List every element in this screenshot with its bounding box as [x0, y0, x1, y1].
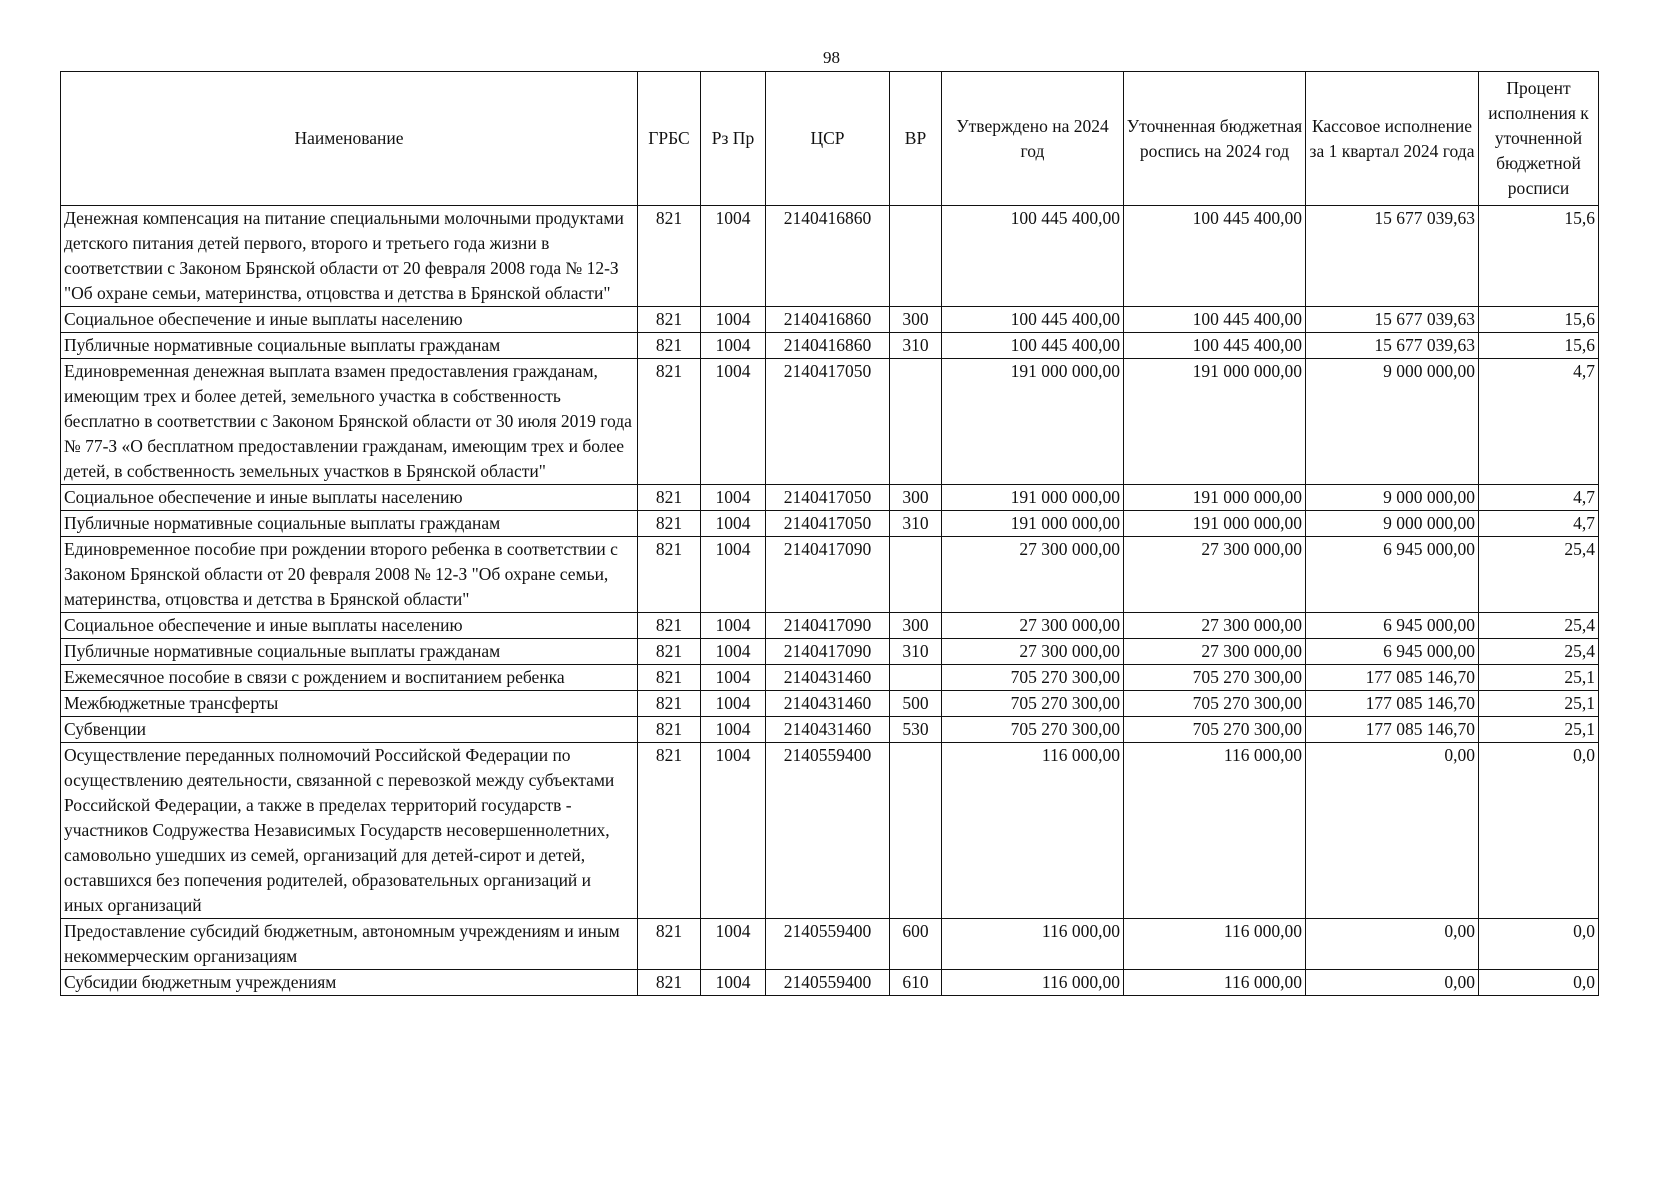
cell-cash: 15 677 039,63 [1306, 206, 1479, 307]
cell-cash: 9 000 000,00 [1306, 485, 1479, 511]
cell-grbs: 821 [638, 307, 701, 333]
table-row [61, 206, 1599, 307]
cell-percent: 25,4 [1479, 537, 1599, 613]
cell-vr [890, 537, 942, 613]
cell-csr: 2140559400 [766, 970, 890, 996]
cell-rzpr: 1004 [701, 743, 766, 919]
cell-grbs: 821 [638, 359, 701, 485]
cell-refined: 116 000,00 [1124, 743, 1306, 919]
cell-cash: 177 085 146,70 [1306, 717, 1479, 743]
header-percent: Процент исполнения к уточненной бюджетной росписи [1479, 72, 1599, 206]
cell-csr: 2140417090 [766, 613, 890, 639]
cell-cash: 15 677 039,63 [1306, 307, 1479, 333]
cell-rzpr: 1004 [701, 613, 766, 639]
cell-csr: 2140416860 [766, 206, 890, 307]
cell-vr: 300 [890, 485, 942, 511]
cell-vr: 600 [890, 919, 942, 970]
cell-percent: 0,0 [1479, 743, 1599, 919]
cell-percent: 25,4 [1479, 639, 1599, 665]
cell-name: Субсидии бюджетным учреждениям [61, 970, 638, 996]
cell-csr: 2140431460 [766, 665, 890, 691]
cell-refined: 27 300 000,00 [1124, 639, 1306, 665]
cell-cash: 0,00 [1306, 919, 1479, 970]
table-row [61, 717, 1599, 743]
cell-approved: 100 445 400,00 [942, 206, 1124, 307]
cell-grbs: 821 [638, 485, 701, 511]
cell-name: Социальное обеспечение и иные выплаты населению [61, 613, 638, 639]
header-csr: ЦСР [766, 72, 890, 206]
cell-approved: 116 000,00 [942, 743, 1124, 919]
cell-grbs: 821 [638, 717, 701, 743]
cell-name: Межбюджетные трансферты [61, 691, 638, 717]
cell-vr: 300 [890, 307, 942, 333]
cell-vr: 610 [890, 970, 942, 996]
cell-percent: 15,6 [1479, 307, 1599, 333]
cell-name: Денежная компенсация на питание специальными молочными продуктами детского питания детей первого, второго и третьего года жизни в соответствии с Законом Брянской области от 20 февраля 2008 года № 12-З "Об охране семьи, материнства, отцовства и детства в Брянской области" [61, 206, 638, 307]
cell-vr: 500 [890, 691, 942, 717]
cell-csr: 2140431460 [766, 691, 890, 717]
header-approved: Утверждено на 2024 год [942, 72, 1124, 206]
header-rzpr: Рз Пр [701, 72, 766, 206]
table-row [61, 743, 1599, 919]
cell-csr: 2140559400 [766, 743, 890, 919]
cell-name: Публичные нормативные социальные выплаты гражданам [61, 639, 638, 665]
cell-name: Единовременное пособие при рождении второго ребенка в соответствии с Законом Брянской области от 20 февраля 2008 № 12-З "Об охране семьи, материнства, отцовства и детства в Брянской области" [61, 537, 638, 613]
cell-refined: 116 000,00 [1124, 970, 1306, 996]
cell-rzpr: 1004 [701, 307, 766, 333]
cell-percent: 4,7 [1479, 485, 1599, 511]
header-refined: Уточненная бюджетная роспись на 2024 год [1124, 72, 1306, 206]
cell-cash: 6 945 000,00 [1306, 537, 1479, 613]
cell-rzpr: 1004 [701, 511, 766, 537]
page-number [0, 48, 1673, 68]
cell-rzpr: 1004 [701, 639, 766, 665]
cell-grbs: 821 [638, 743, 701, 919]
cell-approved: 100 445 400,00 [942, 333, 1124, 359]
header-cash: Кассовое исполнение за 1 квартал 2024 года [1306, 72, 1479, 206]
cell-percent: 0,0 [1479, 970, 1599, 996]
cell-refined: 191 000 000,00 [1124, 511, 1306, 537]
cell-refined: 100 445 400,00 [1124, 333, 1306, 359]
budget-table [60, 71, 1599, 996]
table-row [61, 333, 1599, 359]
table-header-row [61, 72, 1599, 206]
cell-vr: 530 [890, 717, 942, 743]
table-row [61, 613, 1599, 639]
cell-name: Публичные нормативные социальные выплаты гражданам [61, 333, 638, 359]
cell-grbs: 821 [638, 665, 701, 691]
cell-rzpr: 1004 [701, 333, 766, 359]
table-row [61, 511, 1599, 537]
cell-rzpr: 1004 [701, 206, 766, 307]
cell-cash: 177 085 146,70 [1306, 691, 1479, 717]
table-row [61, 537, 1599, 613]
cell-refined: 27 300 000,00 [1124, 537, 1306, 613]
cell-csr: 2140417050 [766, 485, 890, 511]
cell-refined: 116 000,00 [1124, 919, 1306, 970]
cell-approved: 116 000,00 [942, 919, 1124, 970]
cell-vr [890, 743, 942, 919]
cell-grbs: 821 [638, 919, 701, 970]
cell-percent: 15,6 [1479, 206, 1599, 307]
cell-refined: 191 000 000,00 [1124, 359, 1306, 485]
cell-vr [890, 206, 942, 307]
cell-vr [890, 665, 942, 691]
table-row [61, 919, 1599, 970]
cell-cash: 9 000 000,00 [1306, 511, 1479, 537]
cell-rzpr: 1004 [701, 717, 766, 743]
cell-grbs: 821 [638, 511, 701, 537]
cell-approved: 191 000 000,00 [942, 359, 1124, 485]
cell-grbs: 821 [638, 613, 701, 639]
cell-approved: 705 270 300,00 [942, 665, 1124, 691]
cell-refined: 27 300 000,00 [1124, 613, 1306, 639]
cell-approved: 27 300 000,00 [942, 537, 1124, 613]
cell-vr: 310 [890, 511, 942, 537]
cell-refined: 191 000 000,00 [1124, 485, 1306, 511]
cell-approved: 27 300 000,00 [942, 613, 1124, 639]
cell-csr: 2140431460 [766, 717, 890, 743]
table-row [61, 485, 1599, 511]
cell-csr: 2140416860 [766, 333, 890, 359]
table-row [61, 665, 1599, 691]
cell-name: Единовременная денежная выплата взамен предоставления гражданам, имеющим трех и более детей, земельного участка в собственность бесплатно в соответствии с Законом Брянской области от 30 июля 2019 года № 77-З «О бесплатном предоставлении гражданам, имеющим трех и более детей, в собственность земельных участков в Брянской области" [61, 359, 638, 485]
cell-refined: 705 270 300,00 [1124, 717, 1306, 743]
cell-cash: 0,00 [1306, 743, 1479, 919]
cell-percent: 25,1 [1479, 717, 1599, 743]
cell-percent: 0,0 [1479, 919, 1599, 970]
cell-grbs: 821 [638, 333, 701, 359]
table-row [61, 307, 1599, 333]
cell-name: Предоставление субсидий бюджетным, автономным учреждениям и иным некоммерческим организациям [61, 919, 638, 970]
cell-percent: 15,6 [1479, 333, 1599, 359]
cell-approved: 191 000 000,00 [942, 485, 1124, 511]
cell-percent: 25,4 [1479, 613, 1599, 639]
cell-cash: 6 945 000,00 [1306, 639, 1479, 665]
cell-rzpr: 1004 [701, 919, 766, 970]
page-number-text: 98 [823, 48, 840, 67]
cell-grbs: 821 [638, 691, 701, 717]
cell-cash: 0,00 [1306, 970, 1479, 996]
cell-name: Осуществление переданных полномочий Российской Федерации по осуществлению деятельности, связанной с перевозкой между субъектами Российской Федерации, а также в пределах территорий государств - участников Содружества Независимых Государств несовершеннолетних, самовольно ушедших из семей, организаций для детей-сирот и детей, оставшихся без попечения родителей, образовательных организаций и иных организаций [61, 743, 638, 919]
cell-cash: 6 945 000,00 [1306, 613, 1479, 639]
cell-csr: 2140417090 [766, 639, 890, 665]
cell-csr: 2140416860 [766, 307, 890, 333]
cell-refined: 705 270 300,00 [1124, 665, 1306, 691]
cell-name: Ежемесячное пособие в связи с рождением и воспитанием ребенка [61, 665, 638, 691]
cell-approved: 705 270 300,00 [942, 691, 1124, 717]
cell-percent: 25,1 [1479, 691, 1599, 717]
cell-rzpr: 1004 [701, 665, 766, 691]
header-name: Наименование [61, 72, 638, 206]
cell-cash: 177 085 146,70 [1306, 665, 1479, 691]
cell-percent: 4,7 [1479, 511, 1599, 537]
cell-name: Субвенции [61, 717, 638, 743]
cell-approved: 705 270 300,00 [942, 717, 1124, 743]
cell-csr: 2140559400 [766, 919, 890, 970]
cell-vr: 300 [890, 613, 942, 639]
cell-cash: 9 000 000,00 [1306, 359, 1479, 485]
cell-grbs: 821 [638, 639, 701, 665]
cell-csr: 2140417090 [766, 537, 890, 613]
cell-grbs: 821 [638, 206, 701, 307]
header-grbs: ГРБС [638, 72, 701, 206]
table-row [61, 970, 1599, 996]
table-row [61, 691, 1599, 717]
cell-name: Социальное обеспечение и иные выплаты населению [61, 307, 638, 333]
cell-csr: 2140417050 [766, 359, 890, 485]
cell-vr [890, 359, 942, 485]
cell-name: Публичные нормативные социальные выплаты гражданам [61, 511, 638, 537]
cell-refined: 100 445 400,00 [1124, 206, 1306, 307]
cell-vr: 310 [890, 333, 942, 359]
cell-rzpr: 1004 [701, 691, 766, 717]
cell-approved: 27 300 000,00 [942, 639, 1124, 665]
cell-rzpr: 1004 [701, 537, 766, 613]
cell-percent: 25,1 [1479, 665, 1599, 691]
cell-approved: 116 000,00 [942, 970, 1124, 996]
cell-name: Социальное обеспечение и иные выплаты населению [61, 485, 638, 511]
cell-rzpr: 1004 [701, 485, 766, 511]
cell-grbs: 821 [638, 537, 701, 613]
cell-grbs: 821 [638, 970, 701, 996]
cell-rzpr: 1004 [701, 359, 766, 485]
cell-refined: 705 270 300,00 [1124, 691, 1306, 717]
table-row [61, 359, 1599, 485]
cell-approved: 191 000 000,00 [942, 511, 1124, 537]
table-row [61, 639, 1599, 665]
header-vr: ВР [890, 72, 942, 206]
cell-vr: 310 [890, 639, 942, 665]
cell-approved: 100 445 400,00 [942, 307, 1124, 333]
cell-cash: 15 677 039,63 [1306, 333, 1479, 359]
cell-percent: 4,7 [1479, 359, 1599, 485]
cell-rzpr: 1004 [701, 970, 766, 996]
cell-refined: 100 445 400,00 [1124, 307, 1306, 333]
cell-csr: 2140417050 [766, 511, 890, 537]
